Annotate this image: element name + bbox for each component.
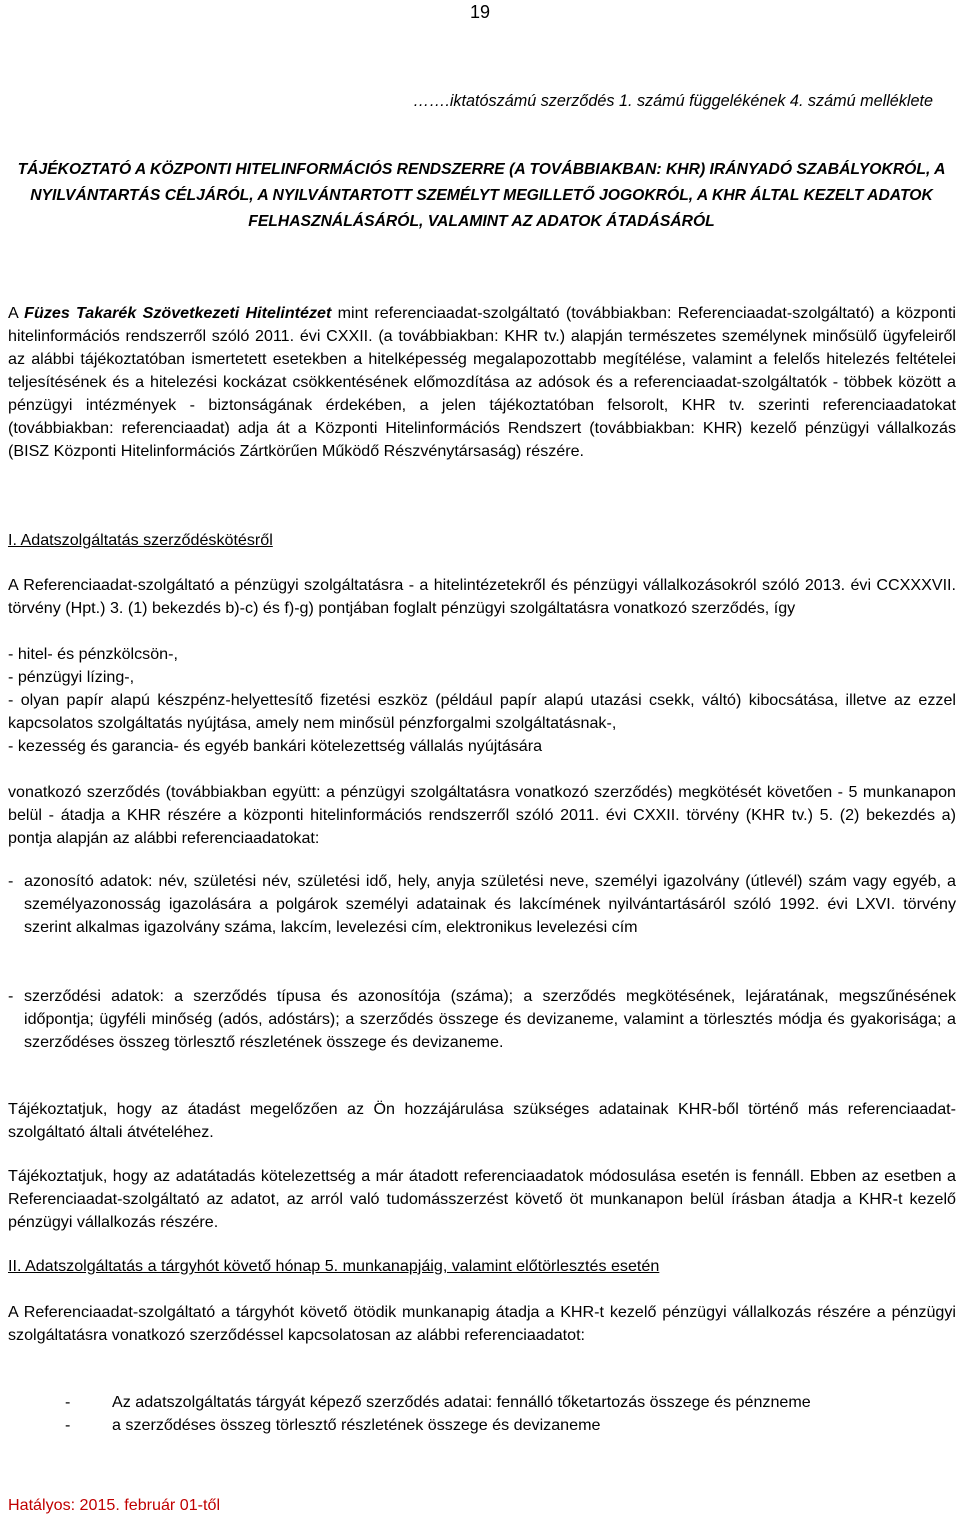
section-1-heading: I. Adatszolgáltatás szerződéskötésről: [8, 531, 273, 549]
notice-modification: Tájékoztatjuk, hogy az adatátadás kötelezettség a már átadott referenciaadatok módosulása esetén is fennáll. Ebben az esetben a Referenciaadat-szolgáltató az adatot, az arról való tudomásszerzést követő öt munkanapon belül írásban átadja a KHR-t kezelő pénzügyi vállalkozás részére.: [8, 1167, 956, 1231]
list-item: - olyan papír alapú készpénz-helyettesítő fizetési eszköz (például papír alapú utazási csekk, váltó) kibocsátása, illetve az ezzel kapcsolatos szolgáltatás nyújtása, amely nem minősül pénzforgalmi szolgáltatásnak-,: [8, 691, 956, 732]
intro-paragraph: [8, 302, 956, 463]
section-2-heading: II. Adatszolgáltatás a tárgyhót követő hónap 5. munkanapjáig, valamint előtörlesztés esetén: [8, 1257, 660, 1275]
validity-footer: Hatályos: 2015. február 01-től: [8, 1496, 221, 1514]
list-item: - Az adatszolgáltatás tárgyát képező szerződés adatai: fennálló tőketartozás összege és pénzneme: [8, 1391, 956, 1414]
dash-marker: -: [65, 1416, 71, 1434]
intro-prefix: A: [8, 304, 25, 322]
service-types-list: [8, 643, 956, 758]
section-1-intro: A Referenciaadat-szolgáltató a pénzügyi szolgáltatásra - a hitelintézetekről és pénzügyi vállalkozásokról szóló 2013. évi CCXXXVII. törvény (Hpt.) 3. (1) bekezdés b)-c) és f)-g) pontjában foglalt pénzügyi szolgáltatásra vonatkozó szerződés, így: [8, 576, 956, 617]
section-2-intro: A Referenciaadat-szolgáltató a tárgyhót követő ötödik munkanapig átadja a KHR-t kezelő pénzügyi vállalkozás részére a pénzügyi szolgáltatásra vonatkozó szerződéssel kapcsolatosan az alábbi referenciaadatot:: [8, 1303, 956, 1344]
annex-reference: …….iktatószámú szerződés 1. számú függelékének 4. számú melléklete: [412, 92, 933, 110]
section-1-continuation: vonatkozó szerződés (továbbiakban együtt: a pénzügyi szolgáltatásra vonatkozó szerződés) megkötését követően - 5 munkanapon belül - átadja a KHR részére a központi hitelinformációs rendszerről szóló 2011. évi CXXII. törvény (KHR tv.) 5. (2) bekezdés a) pontja alapján az alábbi referenciaadatokat:: [8, 783, 956, 847]
list-item: - szerződési adatok: a szerződés típusa és azonosítója (száma); a szerződés megkötésének, lejáratának, megszűnésének időpontja; ügyféli minőség (adós, adóstárs); a szerződés összege és devizaneme, valamint a törlesztés módja és gyakorisága; a szerződéses összeg törlesztő részletének összege és devizaneme.: [8, 985, 956, 1054]
document-title: TÁJÉKOZTATÓ A KÖZPONTI HITELINFORMÁCIÓS RENDSZERRE (A TOVÁBBIAKBAN: KHR) IRÁNYADÓ SZABÁLYOKRÓL, A NYILVÁNTARTÁS CÉLJÁRÓL, A NYILVÁNTARTOTT SZEMÉLYT MEGILLETŐ JOGOKRÓL, A KHR ÁLTAL KEZELT ADATOK FELHASZNÁLÁSÁRÓL, VALAMINT AZ ADATOK ÁTADÁSÁRÓL: [17, 161, 946, 230]
list-item: - azonosító adatok: név, születési név, születési idő, hely, anyja születési neve, személyi igazolvány (útlevél) szám vagy egyéb, a személyazonosság igazolására a polgárok személyi adatainak és lakcímének nyilvántartásáról szóló 1992. évi LXVI. törvény szerint alkalmas igazolvány száma, lakcím, levelezési cím, elektronikus levelezési cím: [8, 870, 956, 939]
list-item: - hitel- és pénzkölcsön-,: [8, 645, 178, 663]
reference-data-list-2: [8, 985, 956, 1054]
page-number: 19: [469, 2, 491, 22]
institution-name: Füzes Takarék Szövetkezeti Hitelintézet: [24, 304, 332, 322]
reference-data-list-1: [8, 870, 956, 939]
list-item: - kezesség és garancia- és egyéb bankári kötelezettség vállalás nyújtására: [8, 737, 543, 755]
notice-consent: Tájékoztatjuk, hogy az átadást megelőzően az Ön hozzájárulása szükséges adatainak KHR-ből történő más referenciaadat-szolgáltató általi átvételéhez.: [8, 1100, 956, 1141]
dash-marker: -: [65, 1393, 71, 1411]
monthly-data-list: [8, 1391, 956, 1437]
list-item: - a szerződéses összeg törlesztő részletének összege és devizaneme: [8, 1414, 956, 1437]
intro-text: mint referenciaadat-szolgáltató (továbbiakban: Referenciaadat-szolgáltató) a központi hitelinformációs rendszerről szóló 2011. évi CXXII. (a továbbiakban: KHR tv.) alapján természetes személynek minősülő ügyfeleiről az alábbi tájékoztatóban ismertetett esetekben a hitelképesség megalapozottabb megítélése, valamint a felelős hitelezés feltételei teljesítésének és a hitelezési kockázat csökkentésének előmozdítása az adósok és a referenciaadat-szolgáltatók - többek között a pénzügyi intézmények - biztonságának érdekében, a jelen tájékoztatóban felsorolt, KHR tv. szerinti referenciaadatokat (továbbiakban: referenciaadat) adja át a Központi Hitelinformációs Rendszert (továbbiakban: KHR) kezelő pénzügyi vállalkozás (BISZ Központi Hitelinformációs Zártkörűen Működő Részvénytársaság) részére.: [8, 304, 957, 460]
list-item: - pénzügyi lízing-,: [8, 668, 135, 686]
dash-marker: -: [8, 872, 14, 890]
dash-marker: -: [8, 987, 14, 1005]
